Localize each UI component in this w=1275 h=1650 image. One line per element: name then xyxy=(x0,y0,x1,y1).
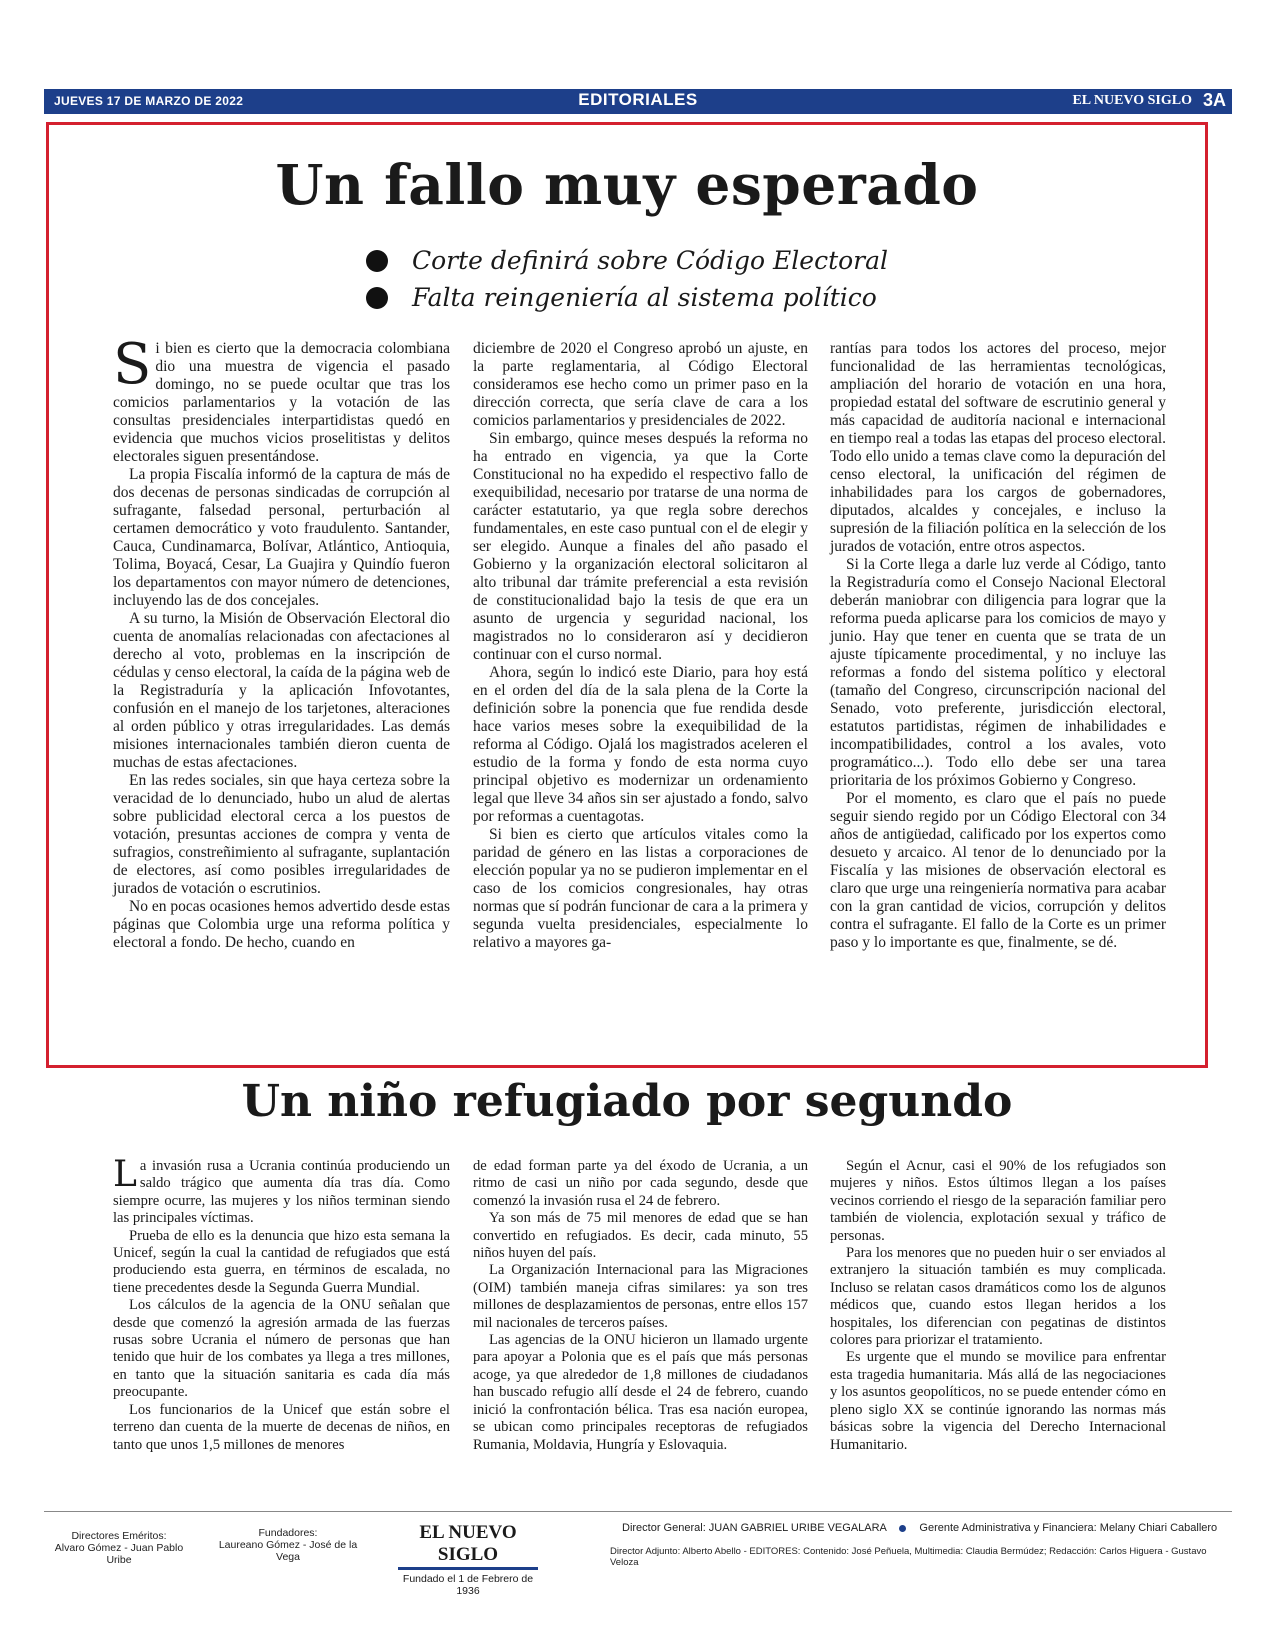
subhead-item xyxy=(362,283,982,320)
paragraph: A su turno, la Misión de Observación Electoral dio cuenta de anomalías relacionadas con afectaciones al derecho al voto, problemas en la inscripción de cédulas y censo electoral, la caída de la página web de la Registraduría y la aplicación Infovotantes, confusión en el manejo de los tarjetones, alteraciones al orden público y otras irregularidades. Las demás misiones internacionales también dieron cuenta de muchas de estas afectaciones. xyxy=(113,610,450,771)
drop-cap: L xyxy=(113,1154,137,1195)
footer-brand-name: EL NUEVO SIGLO xyxy=(398,1522,538,1570)
bullet-dot-icon xyxy=(366,250,388,272)
directors-names: Alvaro Gómez - Juan Pablo Uribe xyxy=(54,1542,184,1566)
page-number: 3A xyxy=(1202,90,1226,110)
paragraph: rantías para todos los actores del proceso, mejor funcionalidad de las herramientas tecnológicas, ampliación del horario de votación en una hora, propiedad estatal del software de escrutinio general y más capacidad de auditoría nacional e internacional en tiempo real a todas las etapas del proceso electoral. Todo ello unido a temas clave como la depuración del censo electoral, la unificación del régimen de inhabilidades para los cargos de gobernadores, diputados, alcaldes y concejales, e incluso la supresión de la filiación política en la selección de los jurados de votación, entre otros aspectos. xyxy=(830,340,1166,555)
editorial-1-column-2 xyxy=(473,340,808,952)
page-header-bar xyxy=(44,89,1232,114)
masthead-brand: EL NUEVO SIGLO xyxy=(1072,93,1192,108)
paragraph: La invasión rusa a Ucrania continúa produciendo un saldo trágico que aumenta día tras día. Como siempre ocurre, las mujeres y los niños terminan siendo las principales víctimas. xyxy=(113,1154,450,1227)
paragraph: Los funcionarios de la Unicef que están sobre el terreno dan cuenta de la muerte de decenas de niños, en tanto que unos 1,5 millones de menores xyxy=(113,1401,450,1453)
drop-cap: S xyxy=(113,332,152,397)
paragraph: Las agencias de la ONU hicieron un llamado urgente para apoyar a Polonia que es el país que más personas acoge, ya que alrededor de 1,8 millones de ciudadanos han buscado refugio allí desde el 24 de febrero, cuando inició la confrontación bélica. Tras esa nación europea, se ubican como principales receptoras de refugiados Rumania, Moldavia, Hungría y Eslovaquia. xyxy=(473,1332,808,1453)
footer-founders xyxy=(208,1527,368,1563)
editorial-1-subheads xyxy=(362,246,982,320)
subhead-item xyxy=(362,246,982,283)
paragraph: diciembre de 2020 el Congreso aprobó un ajuste, en la parte reglamentaria, al Código Electoral consideramos ese hecho como un primer paso en la dirección correcta, que sería clave de cara a los comicios parlamentarios y presidenciales de 2022. xyxy=(473,340,808,429)
paragraph: Si bien es cierto que la democracia colombiana dio una muestra de vigencia el pasado domingo, no se puede ocultar que tras los comicios parlamentarios y la votación de las consultas presidenciales interpartidistas quedó en evidencia que muchos vicios proselitistas y delitos electorales siguen presentándose. xyxy=(113,332,450,465)
section-name: EDITORIALES xyxy=(578,90,698,109)
editorial-2-column-1 xyxy=(113,1154,450,1454)
paragraph: Para los menores que no pueden huir o ser enviados al extranjero la situación también es muy complicada. Incluso se relatan casos dramáticos como los de algunos médicos que, cuando estos llegan heridos a los hospitales, los diferencian con pegatinas de distintos colores para priorizar el tratamiento. xyxy=(830,1245,1166,1349)
editorial-1-title: Un fallo muy esperado xyxy=(275,152,979,217)
footer-directors xyxy=(44,1530,194,1566)
bullet-dot-icon xyxy=(366,287,388,309)
paragraph: Por el momento, es claro que el país no puede seguir siendo regido por un Código Electoral con 34 años de antigüedad, calificado por los expertos como desueto y arcaico. Al tenor de lo denunciado por la Fiscalía y las misiones de observación electoral es claro que urge una reingeniería normativa para acabar con la gran cantidad de vicios, corrupción y delitos contra el sufragante. El fallo de la Corte es un primer paso y lo importante es que, finalmente, se dé. xyxy=(830,790,1166,951)
paragraph: En las redes sociales, sin que haya certeza sobre la veracidad de lo denunciado, hubo un alud de alertas sobre publicidad electoral cerca a los puestos de votación, presuntas acciones de compra y venta de sufragios, constreñimiento al sufragante, suplantación de electores, así como posibles irregularidades de jurados de votación o escrutinios. xyxy=(113,772,450,897)
paragraph: Ahora, según lo indicó este Diario, para hoy está en el orden del día de la sala plena de la Corte la definición sobre la ponencia que fue rendida desde hace varios meses sobre la exequibilidad de la reforma al Código. Ojalá los magistrados aceleren el estudio de la forma y fondo de esta norma cuyo principal objetivo es modernizar un ordenamiento legal que lleve 34 años sin ser ajustado a fondo, salvo por reformas a cuentagotas. xyxy=(473,664,808,825)
editorial-1-column-3 xyxy=(830,340,1166,952)
paragraph: Sin embargo, quince meses después la reforma no ha entrado en vigencia, ya que la Corte Constitucional no ha expedido el respectivo fallo de exequibilidad, necesario por tratarse de una norma de carácter estatutario, ya que regla sobre derechos fundamentales, en este caso puntual con el de elegir y ser elegido. Aunque a finales del año pasado el Gobierno y la organización electoral solicitaron al alto tribunal dar trámite preferencial a esta revisión de constitucionalidad bajo la tesis de que era un asunto de urgencia y seguridad nacional, los magistrados no lo consideraron así y decidieron continuar con el curso normal. xyxy=(473,430,808,663)
paragraph: Si la Corte llega a darle luz verde al Código, tanto la Registraduría como el Consejo Nacional Electoral deberán maniobrar con diligencia para lograr que la reforma pueda aplicarse para los comicios de mayo y junio. Hay que tener en cuenta que se trata de un ajuste típicamente procedimental, y no incluye las reformas a fondo del sistema político y electoral (tamaño del Congreso, circunscripción nacional del Senado, voto preferente, jurisdicción electoral, estatutos partidistas, régimen de inhabilidades e incompatibilidades, control a los avales, voto programático...). Todo ello debe ser una tarea prioritaria de los próximos Gobierno y Congreso. xyxy=(830,556,1166,789)
gerente: Gerente Administrativa y Financiera: Melany Chiari Caballero xyxy=(919,1522,1218,1534)
directors-label: Directores Eméritos: xyxy=(71,1530,167,1542)
editorial-1-column-1 xyxy=(113,332,450,952)
paragraph: La Organización Internacional para las Migraciones (OIM) también maneja cifras similares: ya son tres millones de desplazamientos de personas, entre ellos 157 mil nacionales de terceros países. xyxy=(473,1262,808,1331)
paragraph: Si bien es cierto que artículos vitales como la paridad de género en las listas a corporaciones de elección popular ya no se pudieron implementar en el caso de los comicios congresionales, hay otras normas que sí podrán funcionar de cara a la primera y segunda vuelta presidenciales, especialmente lo relativo a mayores ga- xyxy=(473,826,808,951)
footer-founded: Fundado el 1 de Febrero de 1936 xyxy=(402,1573,534,1597)
director-general: Director General: JUAN GABRIEL URIBE VEGALARA xyxy=(622,1522,887,1534)
paragraph: Es urgente que el mundo se movilice para enfrentar esta tragedia humanitaria. Más allá de las negociaciones y los asuntos geopolíticos, no se puede entender cómo en pleno siglo XX se continúe ignorando las normas más básicas sobre la vigencia del Derecho Internacional Humanitario. xyxy=(830,1349,1166,1453)
editorial-2-column-2 xyxy=(473,1158,808,1454)
founders-names: Laureano Gómez - José de la Vega xyxy=(218,1539,358,1563)
paragraph: de edad forman parte ya del éxodo de Ucrania, a un ritmo de casi un niño por cada segundo, desde que comenzó la invasión rusa el 24 de febrero. xyxy=(473,1158,808,1209)
paragraph: Los cálculos de la agencia de la ONU señalan que desde que comenzó la agresión armada de las fuerzas rusas sobre Ucrania el número de personas que han tenido que huir de los combates ya llega a tres millones, en tanto que la situación sanitaria es cada día más preocupante. xyxy=(113,1297,450,1401)
paragraph: No en pocas ocasiones hemos advertido desde estas páginas que Colombia urge una reforma política y electoral a fondo. De hecho, cuando en xyxy=(113,898,450,951)
footer-management xyxy=(622,1522,1222,1534)
separator-dot-icon xyxy=(899,1525,906,1532)
paragraph: La propia Fiscalía informó de la captura de más de dos decenas de personas sindicadas de corrupción al sufragante, falsedad personal, perturbación al certamen democrático y voto fraudulento. Santander, Cauca, Cundinamarca, Bolívar, Atlántico, Antioquia, Tolima, Boyacá, Cesar, La Guajira y Quindío fueron los departamentos con mayor número de detenciones, incluyendo las de dos concejales. xyxy=(113,466,450,609)
issue-date: JUEVES 17 DE MARZO DE 2022 xyxy=(54,94,244,108)
subhead-text: Falta reingeniería al sistema político xyxy=(412,283,877,312)
footer-divider xyxy=(44,1511,1232,1512)
paragraph: Ya son más de 75 mil menores de edad que se han convertido en refugiados. Es decir, cada minuto, 55 niños huyen del país. xyxy=(473,1210,808,1262)
footer-brand xyxy=(398,1522,538,1597)
editorial-2-column-3 xyxy=(830,1158,1166,1454)
subhead-text: Corte definirá sobre Código Electoral xyxy=(412,246,889,275)
editorial-2-title: Un niño refugiado por segundo xyxy=(241,1076,1013,1127)
footer-staff: Director Adjunto: Alberto Abello - EDITORES: Contenido: José Peñuela, Multimedia: Claudia Bermúdez; Redacción: Carlos Higuera - Gustavo Veloza xyxy=(610,1546,1207,1568)
paragraph: Según el Acnur, casi el 90% de los refugiados son mujeres y niños. Estos últimos llegan a los países vecinos corriendo el riesgo de la separación familiar pero también de violencia, explotación sexual y tráfico de personas. xyxy=(830,1158,1166,1244)
paragraph: Prueba de ello es la denuncia que hizo esta semana la Unicef, según la cual la cantidad de refugiados que está produciendo esta guerra, en términos de escalada, no tiene precedentes desde la Segunda Guerra Mundial. xyxy=(113,1227,450,1296)
founders-label: Fundadores: xyxy=(258,1527,318,1539)
